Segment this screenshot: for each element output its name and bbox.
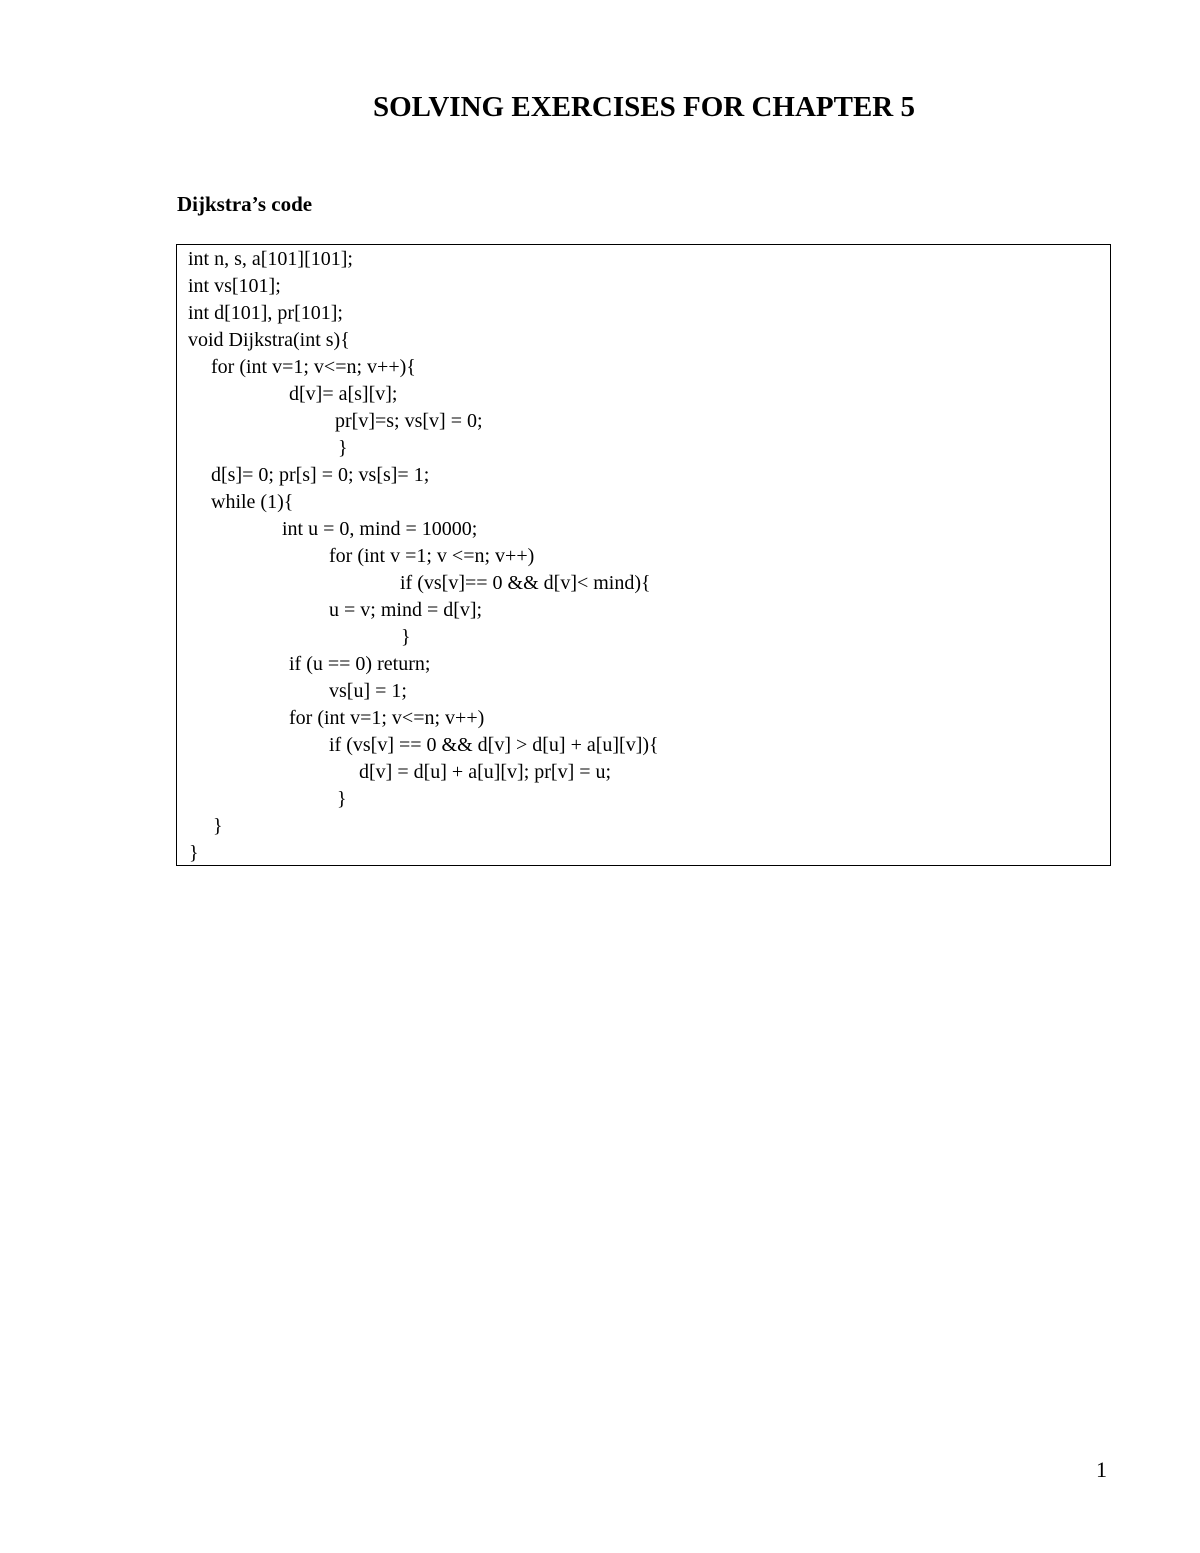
code-line: for (int v =1; v <=n; v++) [329,545,535,567]
code-line: void Dijkstra(int s){ [188,329,350,351]
code-line: int d[101], pr[101]; [188,302,343,324]
code-line: u = v; mind = d[v]; [329,599,483,621]
code-line: if (u == 0) return; [289,653,431,675]
code-line: vs[u] = 1; [329,680,407,702]
code-line: d[v]= a[s][v]; [289,383,398,405]
code-line: int n, s, a[101][101]; [188,248,353,270]
code-line: d[s]= 0; pr[s] = 0; vs[s]= 1; [211,464,430,486]
code-line: } [189,842,199,864]
page-title: SOLVING EXERCISES FOR CHAPTER 5 [373,91,915,123]
code-block [176,244,1111,866]
code-line: } [337,788,347,810]
code-line: } [401,626,411,648]
code-line: while (1){ [211,491,294,513]
code-line: } [213,815,223,837]
section-heading: Dijkstra’s code [177,192,313,216]
code-line: d[v] = d[u] + a[u][v]; pr[v] = u; [359,761,612,783]
code-line: for (int v=1; v<=n; v++) [289,707,485,729]
code-line: int vs[101]; [188,275,281,297]
code-line: if (vs[v] == 0 && d[v] > d[u] + a[u][v]){ [329,734,659,756]
code-line: } [338,437,348,459]
page-number: 1 [1096,1457,1107,1482]
code-line: for (int v=1; v<=n; v++){ [211,356,416,378]
code-line: pr[v]=s; vs[v] = 0; [335,410,483,432]
code-line: int u = 0, mind = 10000; [282,518,478,540]
code-line: if (vs[v]== 0 && d[v]< mind){ [400,572,651,594]
